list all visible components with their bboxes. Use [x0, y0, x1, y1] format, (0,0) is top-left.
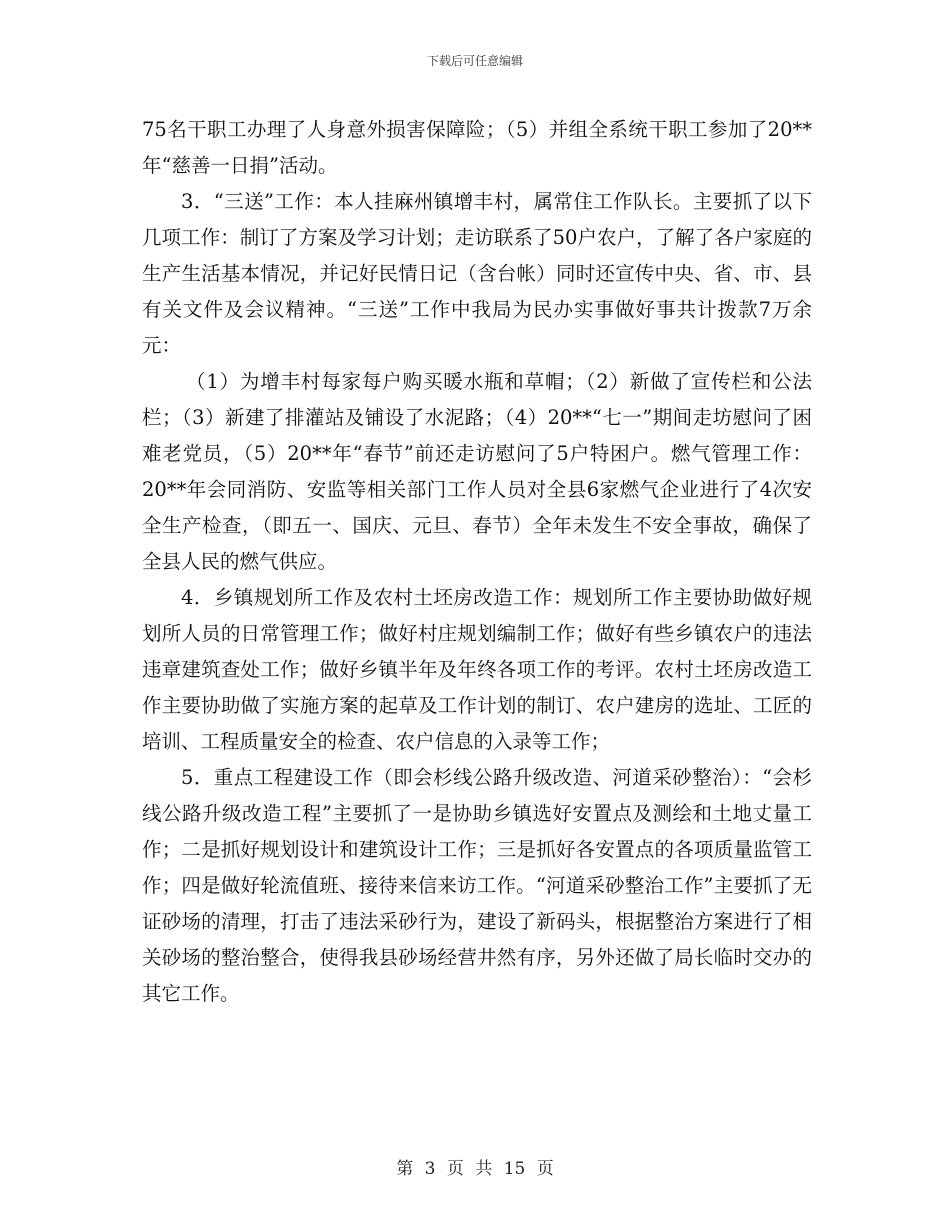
paragraph-item-3: 3．“三送”工作：本人挂麻州镇增丰村，属常住工作队长。主要抓了以下几项工作：制订了方案及学习计划；走访联系了50户农户，了解了各户家庭的生产生活基本情况，并记好民情日记（含台帐）同时还宣传中央、省、市、县有关文件及会议精神。“三送”工作中我局为民办实事做好事共计拨款7万余元： [142, 190, 812, 357]
paragraph-continuation: 75名干职工办理了人身意外损害保障险；（5）并组全系统干职工参加了20**年“慈善一日捐”活动。 [142, 118, 812, 177]
paragraph-sub-list: （1）为增丰村每家每户购买暖水瓶和草帽；（2）新做了宣传栏和公法栏；（3）新建了排灌站及铺设了水泥路；（4）20**“七一”期间走坊慰问了困难老党员，（5）20**年“春节”前还走访慰问了5户特困户。燃气管理工作：20**年会同消防、安监等相关部门工作人员对全县6家燃气企业进行了4次安全生产检查，（即五一、国庆、元旦、春节）全年未发生不安全事故，确保了全县人民的燃气供应。 [142, 370, 812, 573]
page-header: 下载后可任意编辑 [426, 54, 523, 68]
document-body [142, 112, 812, 1012]
paragraph-item-5: 5．重点工程建设工作（即会杉线公路升级改造、河道采砂整治）：“会杉线公路升级改造工程”主要抓了一是协助乡镇选好安置点及测绘和土地丈量工作；二是抓好规划设计和建筑设计工作；三是抓好各安置点的各项质量监管工作；四是做好轮流值班、接待来信来访工作。“河道采砂整治工作”主要抓了无证砂场的清理，打击了违法采砂行为，建设了新码头，根据整治方案进行了相关砂场的整治整合，使得我县砂场经营井然有序，另外还做了局长临时交办的其它工作。 [142, 766, 812, 1005]
page-footer: 第 3 页 共 15 页 [396, 1159, 554, 1179]
paragraph-item-4: 4．乡镇规划所工作及农村土坯房改造工作：规划所工作主要协助做好规划所人员的日常管理工作；做好村庄规划编制工作；做好有些乡镇农户的违法违章建筑查处工作；做好乡镇半年及年终各项工作的考评。农村土坯房改造工作主要协助做了实施方案的起草及工作计划的制订、农户建房的选址、工匠的培训、工程质量安全的检查、农户信息的入录等工作； [142, 586, 812, 753]
